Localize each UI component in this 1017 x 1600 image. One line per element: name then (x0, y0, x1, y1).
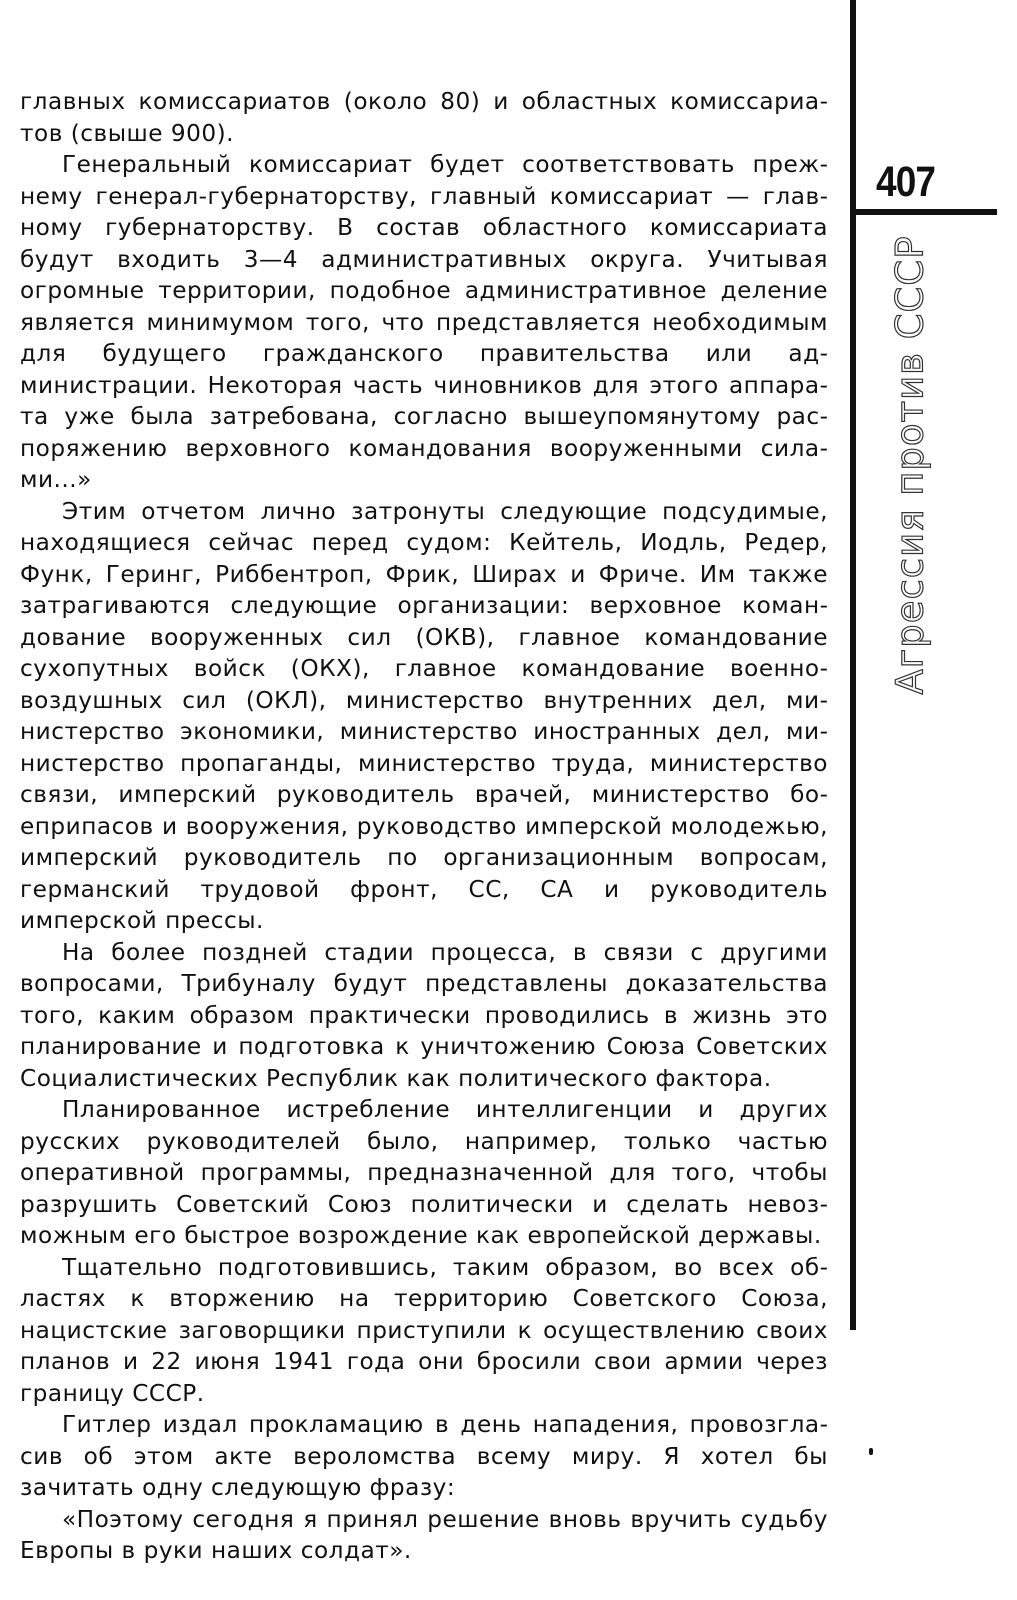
body-text (20, 86, 828, 1567)
paragraph: Генеральный комиссариат будет соответствовать прежнему генерал-губернаторству, главный комиссариат — главному губернаторству. В состав областного комиссариата будут входить 3—4 административных округа. Учитывая огромные территории, подобное административное деление является минимумом того, что представляется необходимым для будущего гражданского правительства или администрации. Некоторая часть чиновников для этого аппарата уже была затребована, согласно вышеупомянутому распоряжению верховного командования вооруженными силами...» (20, 151, 828, 493)
ink-speck (869, 1448, 873, 1455)
quote-paragraph: «Поэтому сегодня я принял решение вновь вручить судьбу Европы в руки наших солдат». (20, 1505, 828, 1564)
paragraph: Тщательно подготовившись, таким образом, во всех областях к вторжению на территорию Советского Союза, нацистские заговорщики приступили к осуществлению своих планов и 22 июня 1941 года они бросили свои армии через границу СССР. (20, 1253, 828, 1407)
page-number-underline (850, 209, 997, 215)
paragraph: Гитлер издал прокламацию в день нападения, провозгласив об этом акте вероломства всему миру. Я хотел бы зачитать одну следующую фразу: (20, 1411, 828, 1501)
paragraph: главных комиссариатов (около 80) и областных комиссариатов (свыше 900). (20, 88, 828, 147)
paragraph: Планированное истребление интеллигенции и других русских руководителей было, например, только частью оперативной программы, предназначенной для того, чтобы разрушить Советский Союз политически и сделать невозможным его быстрое возрождение как европейской державы. (20, 1096, 828, 1249)
margin-vertical-rule (850, 0, 856, 1330)
page-number: 407 (876, 158, 936, 206)
side-title-text: Агрессия против СССР (888, 235, 932, 695)
paragraph: На более поздней стадии процесса, в связи с другими вопросами, Трибуналу будут представлены доказательства того, каким образом практически проводились в жизнь это планирование и подготовка к уничтожению Союза Советских Социалистических Республик как политического фактора. (20, 938, 828, 1092)
paragraph: Этим отчетом лично затронуты следующие подсудимые, находящиеся сейчас перед судом: Кейтель, Иодль, Редер, Функ, Геринг, Риббентроп, Фрик, Ширах и Фриче. Им также затрагиваются следующие организации: верховное командование вооруженных сил (ОКВ), главное командование сухопутных войск (ОКХ), главное командование военновоздушных сил (ОКЛ), министерство внутренних дел, министерство экономики, министерство иностранных дел, министерство пропаганды, министерство труда, министерство связи, имперский руководитель врачей, министерство боеприпасов и вооружения, руководство имперской молодежью, имперский руководитель по организационным вопросам, германский трудовой фронт, СС, СА и руководитель имперской прессы. (20, 497, 828, 934)
